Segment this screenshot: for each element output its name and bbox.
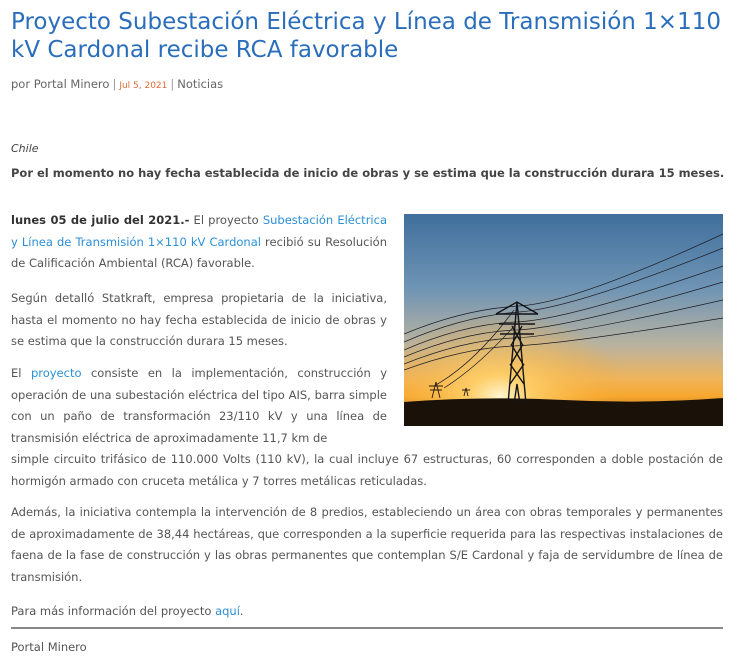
paragraph-5: [11, 601, 723, 623]
project-link[interactable]: Subestación Eléctrica y Línea de Transmisión 1×110 kV Cardonal: [11, 213, 387, 249]
article-meta: [11, 77, 223, 91]
article-date-strong: lunes 05 de julio del 2021.-: [11, 213, 190, 227]
paragraph-4: Además, la iniciativa contempla la intervención de 8 predios, estableciendo un área con obras temporales y permanentes de aproximadamente de 38,44 hectáreas, que corresponden a la superficie requerida para las respectivas instalaciones de faena de la fase de construcción y las obras permanentes que contemplan S/E Cardonal y faja de servidumbre de línea de transmisión.: [11, 505, 723, 584]
paragraph-3-narrow: [11, 363, 387, 449]
article-date: Jul 5, 2021: [119, 81, 168, 91]
paragraph-1: [11, 210, 387, 275]
author-link[interactable]: Portal Minero: [33, 77, 110, 91]
paragraph-1-text-b: recibió su Resolución de Calificación Ambiental (RCA) favorable.: [11, 234, 388, 270]
article-title: Proyecto Subestación Eléctrica y Línea de Transmisión 1×110 kV Cardonal recibe RCA favorable: [11, 9, 721, 63]
paragraph-3-text-c: simple circuito trifásico de 110.000 Volts (110 kV), la cual incluye 67 estructuras, 60 corresponden a doble postación de hormigón armado con cruceta metálica y 7 torres metálicas reticuladas.: [11, 452, 723, 488]
paragraph-3-text-b: consiste en la implementación, construcción y operación de una subestación eléctrica del tipo AIS, barra simple con un paño de transformación 23/110 kV y una línea de transmisión eléctrica de aproximadamente 11,7 km de: [11, 366, 388, 445]
article-lead: Por el momento no hay fecha establecida de inicio de obras y se estima que la construcción durara 15 meses.: [11, 166, 725, 180]
footer-divider: [11, 627, 723, 629]
paragraph-3-text-a: El: [11, 366, 31, 380]
footer-source: Portal Minero: [11, 640, 87, 654]
paragraph-5-text-a: Para más información del proyecto: [11, 604, 216, 618]
meta-separator: |: [170, 77, 175, 91]
meta-by: por: [11, 77, 31, 91]
article-country: Chile: [11, 142, 39, 155]
more-info-link[interactable]: aquí: [215, 604, 240, 618]
meta-separator: |: [112, 77, 117, 91]
paragraph-3: [11, 363, 723, 492]
paragraph-2: Según detalló Statkraft, empresa propietaria de la iniciativa, hasta el momento no hay fecha establecida de inicio de obras y se estima que la construcción durara 15 meses.: [11, 291, 387, 348]
paragraph-5-text-b: .: [239, 604, 244, 618]
paragraph-1-text-a: El proyecto: [189, 213, 263, 227]
proyecto-link[interactable]: proyecto: [30, 366, 82, 380]
category-link[interactable]: Noticias: [177, 77, 224, 91]
